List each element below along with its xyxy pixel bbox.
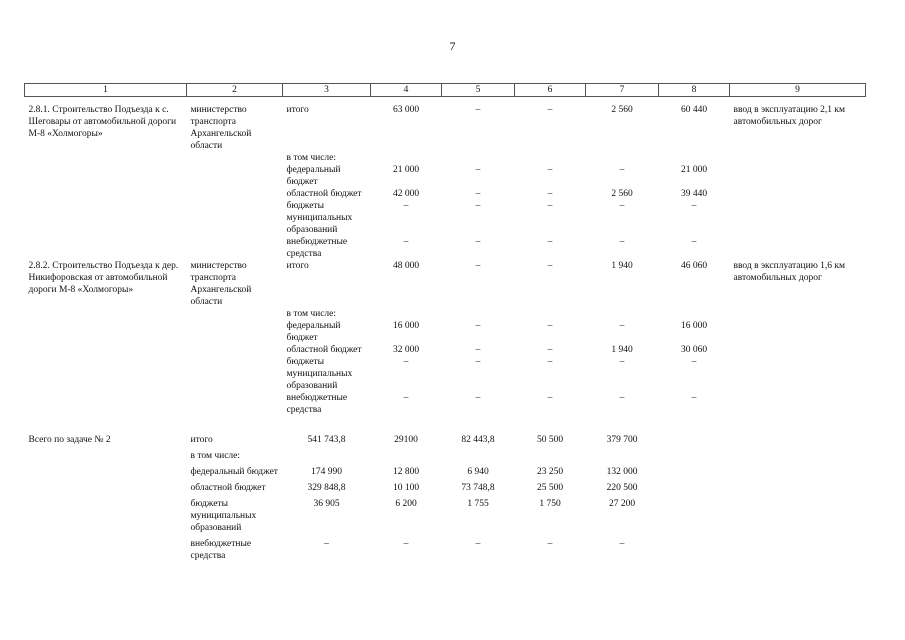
value-cell: 82 443,8: [461, 435, 495, 445]
value-cell: –: [403, 237, 409, 247]
measure-name: 2.8.1. Строительство Подъезда к с. Шеговары от автомобильной дороги М-8 «Холмогоры»: [28, 105, 177, 139]
value-cell: 132 000: [606, 467, 638, 477]
value-cell: [515, 450, 586, 466]
table-row: [25, 200, 866, 236]
value-cell: –: [691, 201, 697, 211]
value-cell: –: [475, 237, 481, 247]
value-cell: 63 000: [392, 105, 420, 115]
value-cell: –: [619, 201, 625, 211]
value-cell: 36 905: [313, 499, 340, 509]
empty-cell: [187, 344, 283, 356]
value-cell: –: [547, 539, 553, 549]
value-cell: –: [403, 201, 409, 211]
empty-cell: [730, 308, 866, 320]
value-cell: –: [475, 261, 481, 271]
value-cell: 60 440: [680, 105, 708, 115]
table-row: [25, 308, 866, 320]
value-cell: –: [547, 261, 553, 271]
table-row: [25, 450, 866, 466]
value-cell: 541 743,8: [307, 435, 346, 445]
empty-cell: [730, 466, 866, 482]
table-row: [25, 104, 866, 152]
empty-cell: [730, 450, 866, 466]
empty-cell: [25, 236, 187, 260]
empty-cell: [730, 200, 866, 236]
value-cell: 73 748,8: [461, 483, 495, 493]
empty-cell: [730, 482, 866, 498]
empty-cell: [730, 236, 866, 260]
value-cell: 42 000: [392, 189, 420, 199]
empty-cell: [659, 538, 730, 566]
value-cell: 6 200: [395, 499, 417, 509]
value-cell: [659, 152, 730, 164]
empty-cell: [25, 538, 187, 566]
table-row: [25, 482, 866, 498]
value-cell: 379 700: [606, 435, 638, 445]
value-cell: –: [403, 393, 409, 403]
funding-source: внебюджетные средства: [190, 539, 252, 561]
value-cell: [283, 450, 371, 466]
value-cell: 174 990: [311, 467, 342, 477]
value-cell: 12 800: [392, 467, 420, 477]
empty-cell: [25, 344, 187, 356]
responsible-executor: министерство транспорта Архангельской области: [190, 261, 252, 307]
col-header: 1: [25, 84, 187, 97]
value-cell: 21 000: [680, 165, 708, 175]
empty-cell: [187, 308, 283, 320]
value-cell: [515, 152, 586, 164]
value-cell: –: [619, 393, 625, 403]
value-cell: –: [403, 539, 409, 549]
value-cell: –: [619, 321, 625, 331]
value-cell: 16 000: [392, 321, 420, 331]
value-cell: [371, 152, 442, 164]
value-cell: 2 560: [611, 189, 633, 199]
table-row: [25, 434, 866, 450]
col-header: 3: [283, 84, 371, 97]
page-number: 7: [449, 39, 456, 53]
value-cell: –: [547, 357, 553, 367]
table-row: [25, 236, 866, 260]
value-cell: 2 560: [611, 105, 633, 115]
value-cell: [442, 450, 515, 466]
table-row: [25, 164, 866, 188]
value-cell: –: [475, 189, 481, 199]
value-cell: 48 000: [392, 261, 420, 271]
table-row: [25, 538, 866, 566]
funding-source: итого: [286, 105, 309, 115]
empty-cell: [25, 466, 187, 482]
table-row: [25, 344, 866, 356]
table-row: [25, 188, 866, 200]
value-cell: 23 250: [536, 467, 564, 477]
funding-source: в том числе:: [286, 309, 337, 319]
value-cell: 1 755: [467, 499, 489, 509]
funding-source: федеральный бюджет: [190, 467, 278, 477]
funding-source: в том числе:: [190, 451, 241, 461]
value-cell: 50 500: [536, 435, 564, 445]
empty-cell: [187, 152, 283, 164]
funding-source: внебюджетные средства: [286, 237, 348, 259]
value-cell: –: [547, 321, 553, 331]
empty-cell: [187, 392, 283, 416]
value-cell: 27 200: [608, 499, 636, 509]
value-cell: –: [619, 237, 625, 247]
empty-cell: [730, 164, 866, 188]
value-cell: [371, 450, 442, 466]
value-cell: 21 000: [392, 165, 420, 175]
value-cell: –: [475, 105, 481, 115]
value-cell: –: [547, 165, 553, 175]
empty-cell: [25, 188, 187, 200]
col-header: 8: [659, 84, 730, 97]
funding-source: областной бюджет: [286, 345, 362, 355]
empty-cell: [659, 450, 730, 466]
table-row: [25, 320, 866, 344]
measure-name: 2.8.2. Строительство Подъезда к дер. Никифоровская от автомобильной дороги М-8 «Холмогоры»: [28, 261, 179, 295]
value-cell: 220 500: [606, 483, 638, 493]
expected-result: ввод в эксплуатацию 1,6 км автомобильных дорог: [733, 261, 846, 283]
empty-cell: [25, 392, 187, 416]
empty-cell: [659, 466, 730, 482]
empty-cell: [187, 164, 283, 188]
column-number-row: [25, 84, 866, 97]
col-header: 9: [730, 84, 866, 97]
funding-source: итого: [190, 435, 213, 445]
table-row: [25, 356, 866, 392]
col-header: 7: [586, 84, 659, 97]
value-cell: [586, 152, 659, 164]
value-cell: –: [547, 237, 553, 247]
value-cell: –: [547, 105, 553, 115]
value-cell: –: [475, 165, 481, 175]
col-header: 5: [442, 84, 515, 97]
empty-cell: [730, 498, 866, 538]
value-cell: –: [475, 345, 481, 355]
value-cell: 10 100: [392, 483, 420, 493]
empty-cell: [187, 236, 283, 260]
table-row: [25, 392, 866, 416]
value-cell: –: [619, 539, 625, 549]
funding-source: федеральный бюджет: [286, 321, 341, 343]
value-cell: –: [691, 237, 697, 247]
value-cell: 29100: [394, 435, 418, 445]
value-cell: [659, 308, 730, 320]
empty-cell: [25, 320, 187, 344]
empty-cell: [25, 498, 187, 538]
funding-source: итого: [286, 261, 309, 271]
funding-source: внебюджетные средства: [286, 393, 348, 415]
empty-cell: [659, 434, 730, 450]
spacer-row: [25, 416, 866, 434]
empty-cell: [25, 356, 187, 392]
program-table: [24, 83, 866, 566]
empty-cell: [730, 320, 866, 344]
value-cell: 30 060: [680, 345, 708, 355]
empty-cell: [25, 152, 187, 164]
value-cell: –: [475, 539, 481, 549]
empty-cell: [659, 482, 730, 498]
value-cell: 1 940: [611, 345, 633, 355]
funding-source: бюджеты муниципальных образований: [190, 499, 257, 533]
table-body: [25, 97, 866, 567]
empty-cell: [730, 344, 866, 356]
value-cell: 39 440: [680, 189, 708, 199]
col-header: 4: [371, 84, 442, 97]
value-cell: [442, 152, 515, 164]
col-header: 6: [515, 84, 586, 97]
empty-cell: [730, 434, 866, 450]
empty-cell: [730, 188, 866, 200]
funding-source: областной бюджет: [190, 483, 266, 493]
funding-source: в том числе:: [286, 153, 337, 163]
empty-cell: [25, 164, 187, 188]
funding-source: федеральный бюджет: [286, 165, 341, 187]
value-cell: [371, 308, 442, 320]
value-cell: –: [691, 357, 697, 367]
value-cell: 1 940: [611, 261, 633, 271]
value-cell: [586, 308, 659, 320]
table-row: [25, 466, 866, 482]
value-cell: –: [475, 321, 481, 331]
value-cell: –: [475, 393, 481, 403]
empty-cell: [730, 152, 866, 164]
value-cell: –: [475, 201, 481, 211]
value-cell: –: [403, 357, 409, 367]
value-cell: 25 500: [536, 483, 564, 493]
spacer-cell: [25, 416, 866, 434]
col-header: 2: [187, 84, 283, 97]
table-row: [25, 152, 866, 164]
value-cell: 46 060: [680, 261, 708, 271]
empty-cell: [187, 320, 283, 344]
empty-cell: [659, 498, 730, 538]
empty-cell: [25, 482, 187, 498]
responsible-executor: министерство транспорта Архангельской области: [190, 105, 252, 151]
value-cell: 1 750: [539, 499, 561, 509]
spacer-cell: [25, 97, 866, 105]
value-cell: [442, 308, 515, 320]
empty-cell: [730, 538, 866, 566]
value-cell: 16 000: [680, 321, 708, 331]
table-row: [25, 498, 866, 538]
empty-cell: [187, 188, 283, 200]
empty-cell: [25, 308, 187, 320]
value-cell: 32 000: [392, 345, 420, 355]
expected-result: ввод в эксплуатацию 2,1 км автомобильных дорог: [733, 105, 846, 127]
total-name: Всего по задаче № 2: [28, 435, 111, 445]
funding-source: областной бюджет: [286, 189, 362, 199]
value-cell: –: [691, 393, 697, 403]
empty-cell: [187, 200, 283, 236]
empty-cell: [730, 356, 866, 392]
spacer-row: [25, 97, 866, 105]
value-cell: [515, 308, 586, 320]
value-cell: –: [324, 539, 329, 549]
value-cell: –: [547, 345, 553, 355]
value-cell: 329 848,8: [307, 483, 346, 493]
value-cell: –: [547, 201, 553, 211]
table-row: [25, 260, 866, 308]
empty-cell: [187, 356, 283, 392]
value-cell: [586, 450, 659, 466]
value-cell: –: [619, 165, 625, 175]
empty-cell: [25, 450, 187, 466]
value-cell: –: [547, 393, 553, 403]
value-cell: –: [619, 357, 625, 367]
value-cell: –: [475, 357, 481, 367]
value-cell: –: [547, 189, 553, 199]
funding-source: бюджеты муниципальных образований: [286, 357, 353, 391]
empty-cell: [25, 200, 187, 236]
empty-cell: [730, 392, 866, 416]
value-cell: 6 940: [467, 467, 489, 477]
funding-source: бюджеты муниципальных образований: [286, 201, 353, 235]
